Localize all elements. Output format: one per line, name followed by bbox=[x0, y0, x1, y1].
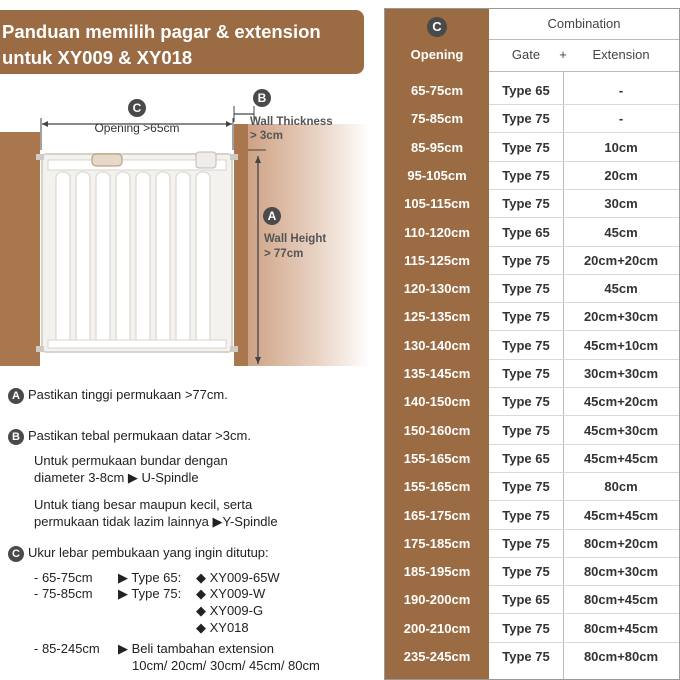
table-row bbox=[385, 275, 679, 303]
extension-cell: 80cm+80cm bbox=[583, 649, 659, 664]
opening-cell: 95-105cm bbox=[407, 167, 467, 183]
note-c-text: Ukur lebar pembukaan yang ingin ditutup: bbox=[28, 545, 269, 560]
table-row bbox=[385, 332, 679, 360]
range3: - 85-245cm bbox=[34, 641, 100, 656]
range1-model: ◆ XY009-65W bbox=[196, 570, 280, 585]
opening-cell: 165-175cm bbox=[403, 507, 471, 523]
opening-header-label: Opening bbox=[410, 47, 464, 62]
opening-cell: 200-210cm bbox=[403, 620, 471, 636]
note-b-sub1-line2: diameter 3-8cm ▶ U-Spindle bbox=[34, 470, 199, 485]
extension-cell: 20cm+30cm bbox=[583, 309, 659, 325]
table-row bbox=[385, 502, 679, 530]
table-row bbox=[385, 105, 679, 133]
extension-header: Extension bbox=[592, 47, 650, 62]
range1: - 65-75cm bbox=[34, 570, 93, 585]
table-row bbox=[385, 303, 679, 331]
note-b-sub1-line1: Untuk permukaan bundar dengan bbox=[34, 453, 228, 468]
extension-cell: 80cm+45cm bbox=[583, 592, 659, 608]
opening-cell: 130-140cm bbox=[403, 337, 471, 353]
range2-model2: ◆ XY009-G bbox=[196, 603, 264, 618]
gate-cell: Type 75 bbox=[502, 394, 550, 410]
gate-cell: Type 75 bbox=[502, 111, 550, 127]
gate-cell: Type 75 bbox=[502, 167, 550, 183]
table-row bbox=[385, 643, 679, 671]
opening-cell: 65-75cm bbox=[410, 83, 464, 98]
gate-cell: Type 75 bbox=[502, 422, 550, 438]
opening-cell: 125-135cm bbox=[403, 309, 471, 325]
table-row bbox=[385, 162, 679, 190]
range2-type: ▶ Type 75: bbox=[118, 586, 182, 601]
gate-cell: Type 75 bbox=[502, 507, 550, 523]
note-b-badge: B bbox=[8, 429, 24, 445]
extension-cell: 10cm bbox=[604, 139, 638, 155]
table-row bbox=[385, 360, 679, 388]
extension-cell: 45cm+45cm bbox=[583, 507, 659, 523]
table-row bbox=[385, 219, 679, 247]
extension-cell: - bbox=[618, 111, 624, 127]
note-b-text: Pastikan tebal permukaan datar >3cm. bbox=[28, 428, 251, 443]
gate-cell: Type 75 bbox=[502, 139, 550, 155]
badge-c: C bbox=[132, 101, 142, 115]
opening-cell: 115-125cm bbox=[404, 252, 470, 268]
table-row bbox=[385, 586, 679, 614]
extension-cell: 80cm+45cm bbox=[583, 620, 659, 636]
opening-cell: 110-120cm bbox=[404, 224, 470, 240]
extension-cell: 20cm+20cm bbox=[583, 252, 659, 268]
gate-cell: Type 75 bbox=[502, 366, 550, 381]
note-b-sub2-line2: permukaan tidak lazim lainnya ▶Y-Spindle bbox=[34, 514, 278, 529]
note-a bbox=[8, 387, 228, 404]
gate-cell: Type 75 bbox=[502, 337, 550, 353]
table-row bbox=[385, 134, 679, 162]
combination-table bbox=[384, 8, 680, 680]
extension-cell: - bbox=[618, 83, 624, 98]
table-row bbox=[385, 247, 679, 275]
title-line-2: untuk XY009 & XY018 bbox=[2, 47, 193, 68]
opening-cell: 105-115cm bbox=[404, 196, 470, 212]
table-row bbox=[385, 77, 679, 105]
left-wall bbox=[0, 132, 40, 366]
opening-cell: 235-245cm bbox=[403, 649, 471, 664]
note-c-badge: C bbox=[8, 546, 24, 562]
opening-cell: 185-195cm bbox=[403, 564, 471, 580]
range3-text: ▶ Beli tambahan extension bbox=[118, 641, 274, 656]
range2: - 75-85cm bbox=[34, 586, 93, 601]
badge-a: A bbox=[267, 209, 277, 223]
gate-cell: Type 75 bbox=[502, 620, 550, 636]
table-row bbox=[385, 445, 679, 473]
gate-cell: Type 75 bbox=[502, 649, 550, 664]
thickness-label-1: Wall Thickness bbox=[250, 116, 333, 128]
note-c bbox=[8, 545, 269, 562]
gate-cell: Type 75 bbox=[502, 479, 550, 495]
right-wall bbox=[234, 124, 370, 366]
title-line-1: Panduan memilih pagar & extension bbox=[2, 21, 321, 42]
range2-model1: ◆ XY009-W bbox=[196, 586, 266, 601]
extension-cell: 80cm+20cm bbox=[583, 535, 659, 551]
gate-cell: Type 75 bbox=[502, 281, 550, 297]
gate-cell: Type 75 bbox=[502, 252, 550, 268]
range1-type: ▶ Type 65: bbox=[118, 570, 182, 585]
opening-header bbox=[385, 9, 489, 71]
opening-cell: 155-165cm bbox=[403, 450, 471, 466]
opening-label: Opening >65cm bbox=[94, 121, 180, 135]
extension-cell: 80cm bbox=[604, 479, 638, 495]
table-badge-c: C bbox=[427, 17, 447, 37]
title-banner bbox=[0, 10, 364, 74]
extension-cell: 80cm+30cm bbox=[583, 564, 659, 580]
gate-cell: Type 75 bbox=[502, 564, 550, 580]
gate-header: Gate bbox=[511, 47, 541, 62]
extension-cell: 20cm bbox=[604, 167, 638, 183]
extension-cell: 45cm bbox=[604, 281, 638, 297]
table-row bbox=[385, 417, 679, 445]
table-row bbox=[385, 388, 679, 416]
opening-cell: 175-185cm bbox=[403, 535, 471, 551]
table-row bbox=[385, 558, 679, 586]
gate-cell: Type 75 bbox=[502, 535, 550, 551]
note-b-sub2-line1: Untuk tiang besar maupun kecil, serta bbox=[34, 497, 253, 512]
opening-cell: 85-95cm bbox=[410, 139, 464, 155]
table-row bbox=[385, 615, 679, 643]
badge-b: B bbox=[257, 91, 267, 105]
gate-cell: Type 65 bbox=[502, 592, 550, 608]
gate-cell: Type 75 bbox=[502, 309, 550, 325]
extension-cell: 45cm+30cm bbox=[583, 422, 659, 438]
thickness-label-2: > 3cm bbox=[250, 130, 283, 142]
extension-cell: 30cm+30cm bbox=[583, 366, 659, 381]
note-a-text: Pastikan tinggi permukaan >77cm. bbox=[28, 387, 228, 402]
opening-cell: 140-150cm bbox=[403, 394, 471, 410]
gate-cell: Type 75 bbox=[502, 196, 550, 212]
table-row bbox=[385, 190, 679, 218]
range3-sizes: 10cm/ 20cm/ 30cm/ 45cm/ 80cm bbox=[132, 658, 320, 673]
opening-cell: 155-165cm bbox=[403, 479, 471, 495]
gate-diagram bbox=[0, 84, 370, 374]
height-label-2: > 77cm bbox=[264, 248, 304, 260]
extension-cell: 30cm bbox=[604, 196, 638, 212]
extension-cell: 45cm+10cm bbox=[583, 337, 659, 353]
extension-cell: 45cm bbox=[604, 224, 638, 240]
gate-cell: Type 65 bbox=[502, 83, 550, 98]
opening-cell: 120-130cm bbox=[403, 281, 471, 297]
extension-cell: 45cm+45cm bbox=[583, 450, 659, 466]
opening-cell: 190-200cm bbox=[403, 592, 471, 608]
gate-cell: Type 65 bbox=[502, 450, 550, 466]
extension-cell: 45cm+20cm bbox=[583, 394, 659, 410]
height-label-1: Wall Height bbox=[264, 233, 327, 245]
opening-cell: 150-160cm bbox=[403, 422, 471, 438]
range2-model3: ◆ XY018 bbox=[196, 620, 249, 635]
note-b bbox=[8, 428, 251, 445]
opening-cell: 135-145cm bbox=[403, 366, 471, 381]
table-row bbox=[385, 530, 679, 558]
gate-cell: Type 65 bbox=[502, 224, 550, 240]
opening-cell: 75-85cm bbox=[410, 111, 464, 127]
note-a-badge: A bbox=[8, 388, 24, 404]
plus-sign: + bbox=[559, 47, 567, 62]
table-row bbox=[385, 473, 679, 501]
combination-header: Combination bbox=[489, 9, 679, 40]
